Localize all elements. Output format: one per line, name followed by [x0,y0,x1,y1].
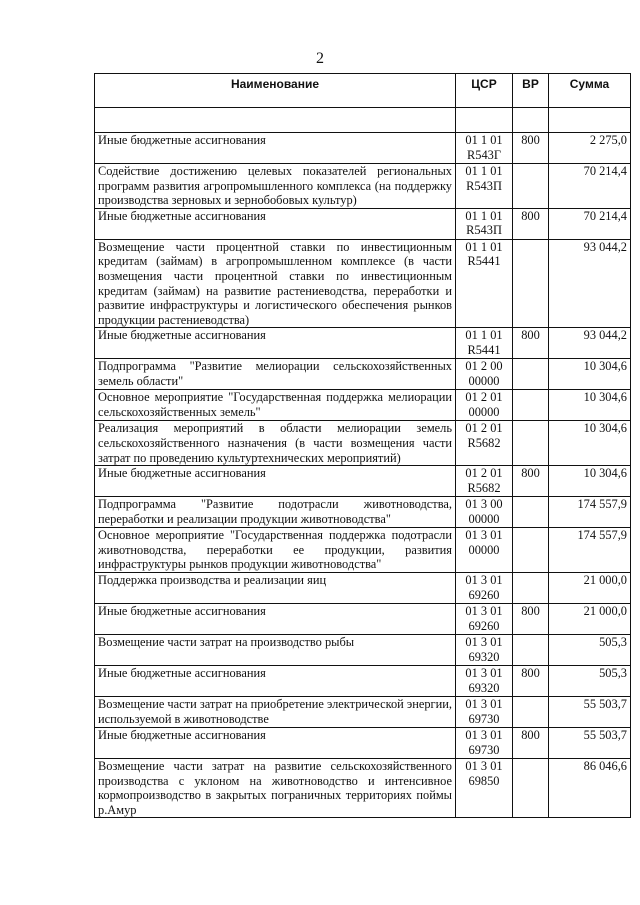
row-vr: 800 [513,727,549,758]
row-csr [456,164,513,209]
row-csr [456,390,513,421]
table-row [95,328,631,359]
table-row [95,390,631,421]
row-sum: 10 304,6 [549,421,631,466]
row-sum: 174 557,9 [549,497,631,528]
row-csr-line2: R5441 [467,342,501,357]
row-csr-line1: 01 2 01 [465,421,503,436]
row-csr-line1: 01 1 01 [465,328,503,343]
row-csr-line1: 01 2 00 [465,359,503,374]
budget-table [94,73,631,818]
table-row [95,133,631,164]
row-csr-line1: 01 3 01 [465,727,503,742]
row-vr [513,359,549,390]
header-sum: Сумма [549,74,631,108]
header-spacer-row [95,108,631,133]
row-vr [513,634,549,665]
row-name: Реализация мероприятий в области мелиорации земель сельскохозяйственного назначения (в части возмещения части затрат по проведению культуртехнических мероприятий) [95,421,456,466]
table-row [95,603,631,634]
row-sum: 10 304,6 [549,359,631,390]
row-vr: 800 [513,328,549,359]
row-csr-line2: 69320 [468,649,500,664]
row-csr [456,665,513,696]
row-csr-line1: 01 2 01 [465,390,503,405]
row-vr [513,390,549,421]
row-csr-line1: 01 3 01 [465,634,503,649]
row-csr [456,421,513,466]
table-body [95,108,631,818]
row-csr [456,497,513,528]
row-csr-line2: R5441 [467,254,501,269]
row-vr [513,758,549,817]
row-sum: 505,3 [549,665,631,696]
row-vr: 800 [513,665,549,696]
table-row [95,466,631,497]
row-csr [456,758,513,817]
row-csr [456,328,513,359]
row-sum: 86 046,6 [549,758,631,817]
row-csr-line2: 69260 [468,618,500,633]
row-name: Иные бюджетные ассигнования [95,208,456,239]
row-csr-line2: 69730 [468,711,500,726]
header-vr: ВР [513,74,549,108]
row-sum: 55 503,7 [549,727,631,758]
row-csr [456,359,513,390]
page-number: 2 [316,50,324,67]
table-row [95,528,631,573]
row-vr [513,528,549,573]
row-csr-line1: 01 1 01 [465,164,503,178]
row-csr-line2: 00000 [468,542,500,557]
row-name: Возмещение части затрат на приобретение электрической энергии, используемой в животноводстве [95,696,456,727]
row-csr-line1: 01 3 01 [465,528,503,543]
row-csr-line2: 00000 [468,373,500,388]
table-row [95,208,631,239]
row-name: Иные бюджетные ассигнования [95,665,456,696]
table-row [95,239,631,328]
row-sum: 10 304,6 [549,466,631,497]
row-name: Подпрограмма "Развитие подотрасли животноводства, переработки и реализации продукции животноводства" [95,497,456,528]
row-sum: 21 000,0 [549,572,631,603]
table-row [95,665,631,696]
row-csr-line2: R543Г [466,147,501,162]
row-name: Основное мероприятие "Государственная поддержка подотрасли животноводства, переработки ее продукции, развития инфраструктуры рынков продукции животноводства" [95,528,456,573]
row-sum: 55 503,7 [549,696,631,727]
row-name: Подпрограмма "Развитие мелиорации сельскохозяйственных земель области" [95,359,456,390]
row-csr [456,466,513,497]
row-name: Поддержка производства и реализации яиц [95,572,456,603]
row-csr [456,696,513,727]
row-sum: 21 000,0 [549,603,631,634]
row-vr [513,497,549,528]
row-vr: 800 [513,133,549,164]
table-row [95,359,631,390]
row-csr-line1: 01 2 01 [465,466,503,481]
table-row [95,727,631,758]
row-vr: 800 [513,208,549,239]
row-csr [456,133,513,164]
row-name: Возмещение части затрат на производство рыбы [95,634,456,665]
row-csr [456,634,513,665]
row-csr [456,727,513,758]
row-csr [456,572,513,603]
row-name: Иные бюджетные ассигнования [95,466,456,497]
row-csr-line2: R543П [466,223,502,238]
row-vr [513,164,549,209]
table-row [95,572,631,603]
row-csr-line1: 01 3 01 [465,665,503,680]
row-sum: 70 214,4 [549,164,631,209]
row-csr-line1: 01 3 01 [465,572,503,587]
row-csr [456,528,513,573]
row-name: Иные бюджетные ассигнования [95,603,456,634]
row-csr-line2: 00000 [468,511,500,526]
row-name: Иные бюджетные ассигнования [95,727,456,758]
row-name: Иные бюджетные ассигнования [95,133,456,164]
row-name: Возмещение части процентной ставки по инвестиционным кредитам (займам) в агропромышленном комплексе (в части возмещения части процентной ставки по инвестиционным кредитам (займам) на развитие растениеводства, переработки и развитие инфраструктуры и логистического обеспечения рынков продукции растениеводства) [95,239,456,328]
row-csr-line1: 01 3 01 [465,603,503,618]
row-sum: 93 044,2 [549,328,631,359]
row-sum: 2 275,0 [549,133,631,164]
row-vr: 800 [513,466,549,497]
row-sum: 10 304,6 [549,390,631,421]
row-name: Иные бюджетные ассигнования [95,328,456,359]
row-csr-line2: 00000 [468,404,500,419]
row-csr [456,208,513,239]
row-vr: 800 [513,603,549,634]
row-csr-line2: R543П [466,178,502,193]
row-sum: 93 044,2 [549,239,631,328]
row-name: Содействие достижению целевых показателей региональных программ развития агропромышленного комплекса (на поддержку производства зерновых и зернобобовых культур) [95,164,456,209]
row-csr-line2: 69850 [468,773,500,788]
row-name: Основное мероприятие "Государственная поддержка мелиорации сельскохозяйственных земель" [95,390,456,421]
table-row [95,634,631,665]
row-csr-line1: 01 3 01 [465,758,503,773]
row-csr [456,239,513,328]
table-row [95,696,631,727]
row-vr [513,421,549,466]
row-name: Возмещение части затрат на развитие сельскохозяйственного производства с уклоном на животноводство и интенсивное кормопроизводство в закрытых пограничных территориях поймы р.Амур [95,758,456,817]
row-csr [456,603,513,634]
header-csr: ЦСР [456,74,513,108]
row-csr-line2: R5682 [467,435,501,450]
row-vr [513,239,549,328]
table-row [95,497,631,528]
row-csr-line1: 01 1 01 [465,239,503,254]
row-csr-line1: 01 1 01 [465,208,503,223]
row-sum: 174 557,9 [549,528,631,573]
row-csr-line2: 69320 [468,680,500,695]
row-csr-line2: R5682 [467,480,501,495]
row-sum: 70 214,4 [549,208,631,239]
row-csr-line1: 01 3 00 [465,497,503,512]
row-csr-line1: 01 3 01 [465,696,503,711]
table-row [95,758,631,817]
table-row [95,164,631,209]
table-header-row [95,74,631,108]
row-csr-line1: 01 1 01 [465,133,503,147]
row-vr [513,572,549,603]
row-csr-line2: 69260 [468,587,500,602]
row-vr [513,696,549,727]
table-row [95,421,631,466]
row-sum: 505,3 [549,634,631,665]
header-name: Наименование [95,74,456,108]
row-csr-line2: 69730 [468,742,500,757]
